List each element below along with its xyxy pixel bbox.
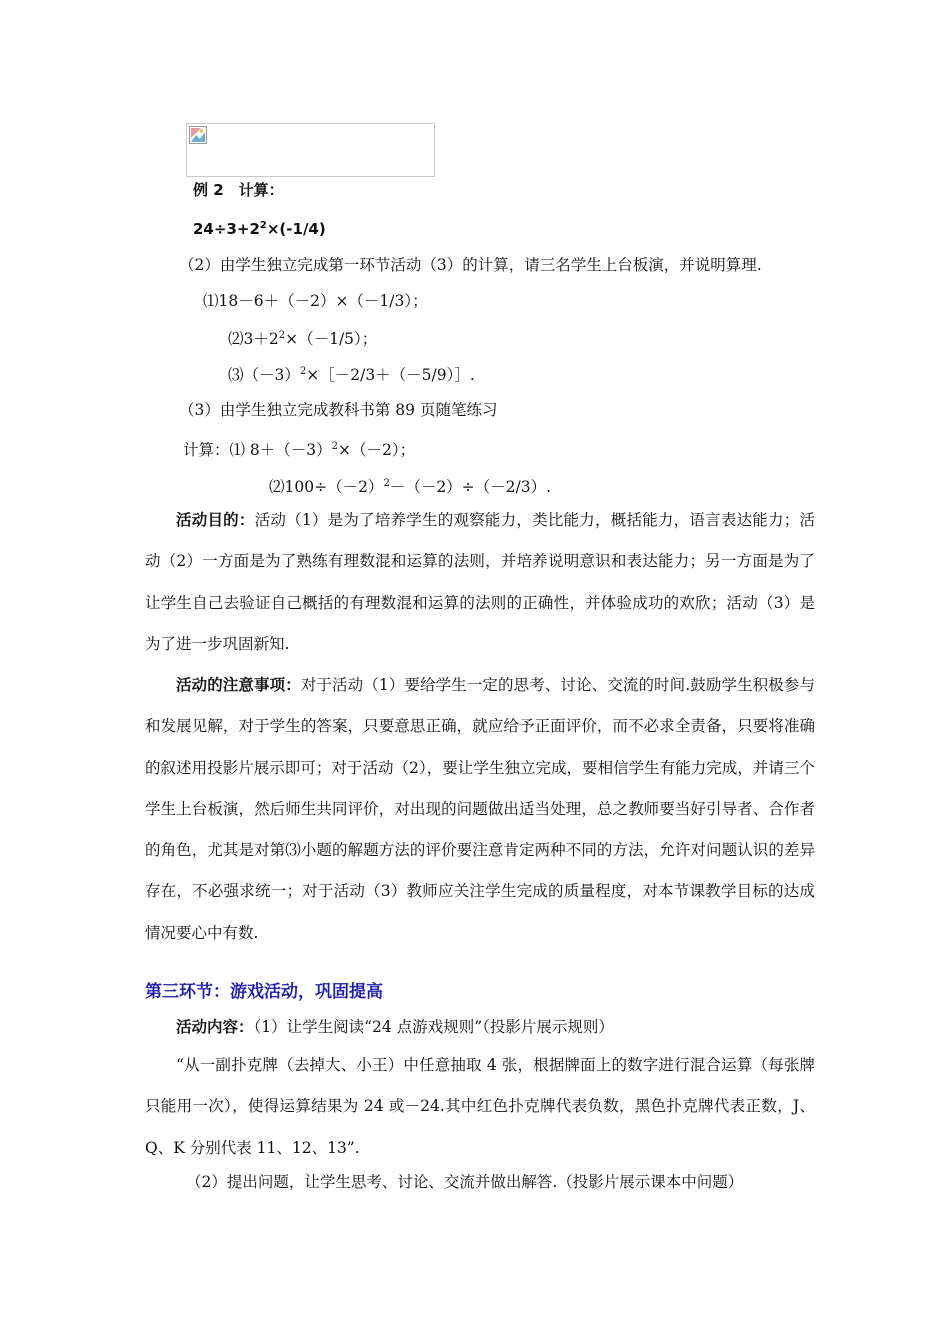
activity2-question-3: $⑶(-3)^2\times[-2/3+(-5/9)]$.	[228, 366, 475, 385]
section-3-title: 第三环节：游戏活动，巩固提高	[145, 982, 383, 1002]
activity2-intro: （2）由学生独立完成第一环节活动（3）的计算，请三名学生上台板演，并说明算理.	[179, 256, 762, 274]
activity-purpose-paragraph: 活动目的：活动（1）是为了培养学生的观察能力，类比能力，概括能力，语言表达能力；活动（2）一方面是为了熟练有理数混和运算的法则，并培养说明意识和表达能力；另一方面是为了让学生自己去验证自己概括的有理数混和运算的法则的正确性，并体验成功的欢欣；活动（3）是为了进一步巩固新知.	[145, 511, 815, 653]
game-rules-paragraph: “从一副扑克牌（去掉大、小王）中任意抽取 4 张，根据牌面上的数字进行混合运算（每张牌只能用一次），使得运算结果为 24 或－24.其中红色扑克牌代表负数，黑色扑克牌代表正数，J、Q、K 分别代表 11、12、13”.	[145, 1056, 815, 1157]
activity2-question-1: ⑴18－6＋（－2）×（－1/3）；	[203, 292, 428, 310]
broken-image-placeholder	[186, 123, 435, 177]
example-formula: $24\div 3+2^2\times(-1/4)$	[193, 220, 326, 238]
activity-content-line: 活动内容：（1）让学生阅读“24 点游戏规则”（投影片展示规则）	[176, 1018, 614, 1036]
activity3-calc-2: $⑵100\div(-2)^2-(-2)\div(-2/3)$.	[269, 478, 552, 497]
activity2-question-2: $⑵3+2^2\times(-1/5)$；	[228, 330, 378, 349]
activity-notes-paragraph: 活动的注意事项：对于活动（1）要给学生一定的思考、讨论、交流的时间.鼓励学生积极参与和发展见解，对于学生的答案，只要意思正确，就应给予正面评价，而不必求全责备，只要将准确的叙述用投影片展示即可；对于活动（2），要让学生独立完成，要相信学生有能力完成，并请三个学生上台板演，然后师生共同评价，对出现的问题做出适当处理，总之教师要当好引导者、合作者的角色，尤其是对第⑶小题的解题方法的评价要注意肯定两种不同的方法，允许对问题认识的差异存在，不必强求统一；对于活动（3）教师应关注学生完成的质量程度，对本节课教学目标的达成情况要心中有数.	[145, 676, 815, 942]
activity3-intro: （3）由学生独立完成教科书第 89 页随笔练习	[179, 401, 498, 419]
example-title: 例 2 计算：	[193, 181, 284, 199]
activity-question-2: （2）提出问题，让学生思考、讨论、交流并做出解答.（投影片展示课本中问题）	[186, 1173, 744, 1191]
activity3-calc-1: 计算：⑴ $8+(-3)^2\times(-2)$；	[183, 441, 416, 460]
broken-image-icon	[189, 126, 207, 144]
